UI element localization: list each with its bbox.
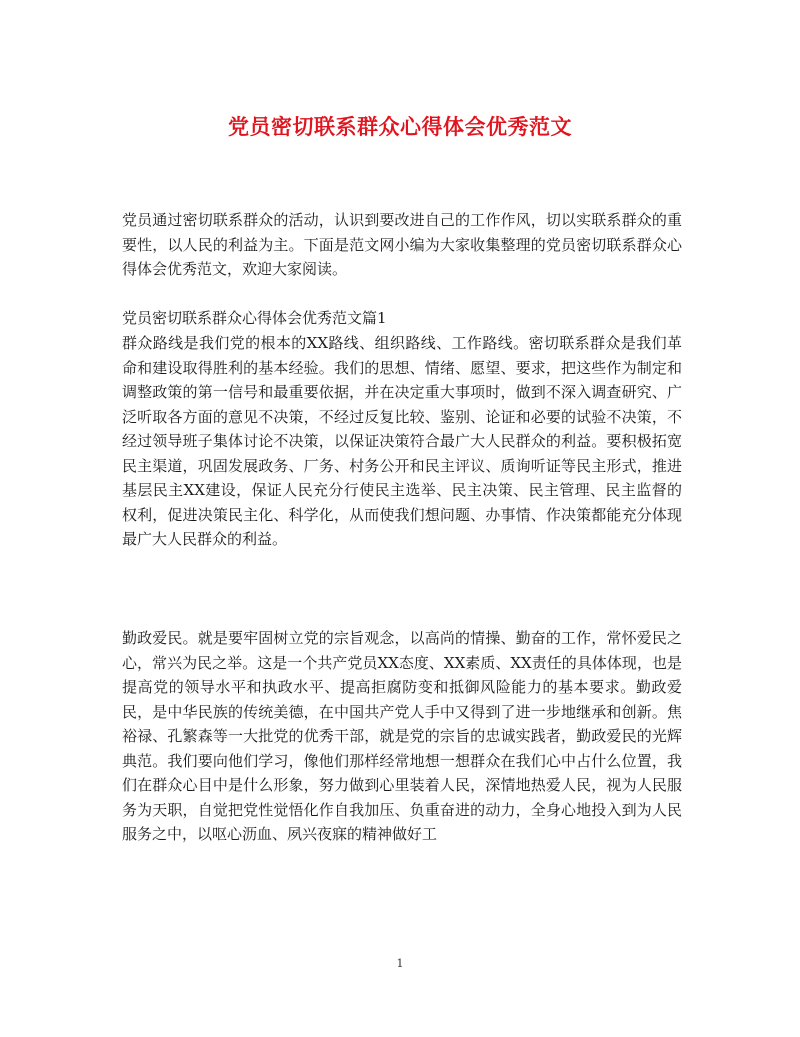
section-heading: 党员密切联系群众心得体会优秀范文篇1 bbox=[122, 309, 387, 327]
intro-paragraph: 党员通过密切联系群众的活动，认识到要改进自己的工作作风，切以实联系群众的重要性，以人民的利益为主。下面是范文网小编为大家收集整理的党员密切联系群众心得体会优秀范文，欢迎大家阅读。 bbox=[122, 211, 682, 278]
body-paragraph-2: 勤政爱民。就是要牢固树立党的宗旨观念，以高尚的情操、勤奋的工作，常怀爱民之心，常兴为民之举。这是一个共产党员XX态度、XX素质、XX责任的具体体现，也是提高党的领导水平和执政水平、提高拒腐防变和抵御风险能力的基本要求。勤政爱民，是中华民族的传统美德，在中国共产党人手中又得到了进一步地继承和创新。焦裕禄、孔繁森等一大批党的优秀干部，就是党的宗旨的忠诚实践者，勤政爱民的光辉典范。我们要向他们学习，像他们那样经常地想一想群众在我们心中占什么位置，我们在群众心目中是什么形象，努力做到心里装着人民，深情地热爱人民，视为人民服务为天职，自觉把党性觉悟化作自我加压、负重奋进的动力，全身心地投入到为人民服务之中，以呕心沥血、夙兴夜寐的精神做好工 bbox=[122, 629, 682, 843]
page-number: 1 bbox=[396, 957, 404, 970]
document-title: 党员密切联系群众心得体会优秀范文 bbox=[228, 114, 572, 139]
body-paragraph-1: 群众路线是我们党的根本的XX路线、组织路线、工作路线。密切联系群众是我们革命和建设取得胜利的基本经验。我们的思想、情绪、愿望、要求，把这些作为制定和调整政策的第一信号和最重要依据，并在决定重大事项时，做到不深入调查研究、广泛听取各方面的意见不决策，不经过反复比较、鉴别、论证和必要的试验不决策，不经过领导班子集体讨论不决策，以保证决策符合最广大人民群众的利益。要积极拓宽民主渠道，巩固发展政务、厂务、村务公开和民主评议、质询听证等民主形式，推进基层民主XX建设，保证人民充分行使民主选举、民主决策、民主管理、民主监督的权利，促进决策民主化、科学化，从而使我们想问题、办事情、作决策都能充分体现最广大人民群众的利益。 bbox=[122, 334, 682, 548]
